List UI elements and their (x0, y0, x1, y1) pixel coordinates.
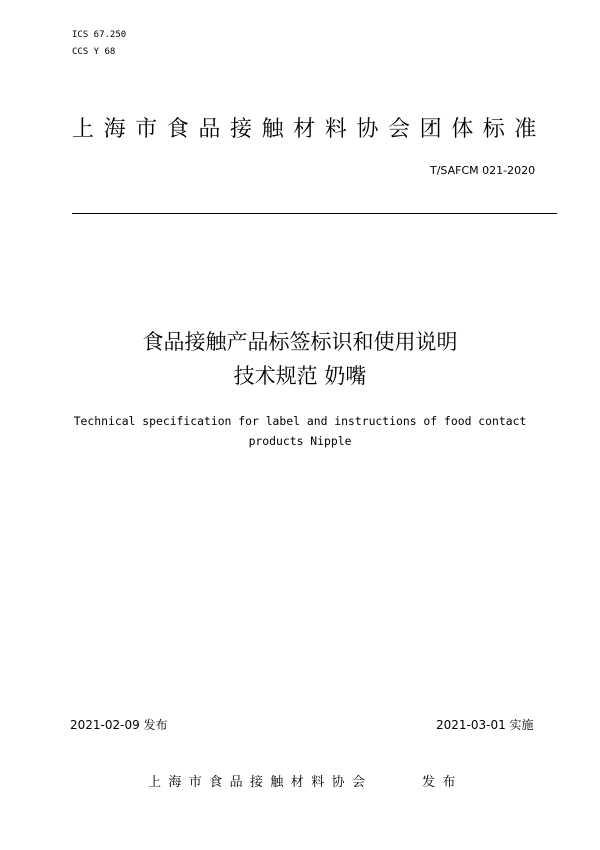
english-title-line-1: Technical specification for label and instructions of food contact (73, 414, 527, 428)
ccs-code: CCS Y 68 (72, 47, 116, 57)
chinese-title-line-2: 技术规范 奶嘴 (233, 364, 367, 388)
issue-date: 2021-02-09 发布 (70, 718, 168, 732)
implementation-date: 2021-03-01 实施 (436, 718, 534, 732)
publisher-name: 上海市食品接触材料协会 (148, 775, 373, 790)
ics-code: ICS 67.250 (72, 30, 127, 40)
organization-standard-title: 上海市食品接触材料协会团体标准 (72, 117, 547, 142)
chinese-title-line-1: 食品接触产品标签标识和使用说明 (142, 330, 458, 354)
english-title-line-2: products Nipple (248, 434, 352, 448)
header-divider (72, 213, 557, 214)
publish-label: 发布 (422, 775, 463, 790)
standard-number: T/SAFCM 021-2020 (430, 164, 536, 177)
